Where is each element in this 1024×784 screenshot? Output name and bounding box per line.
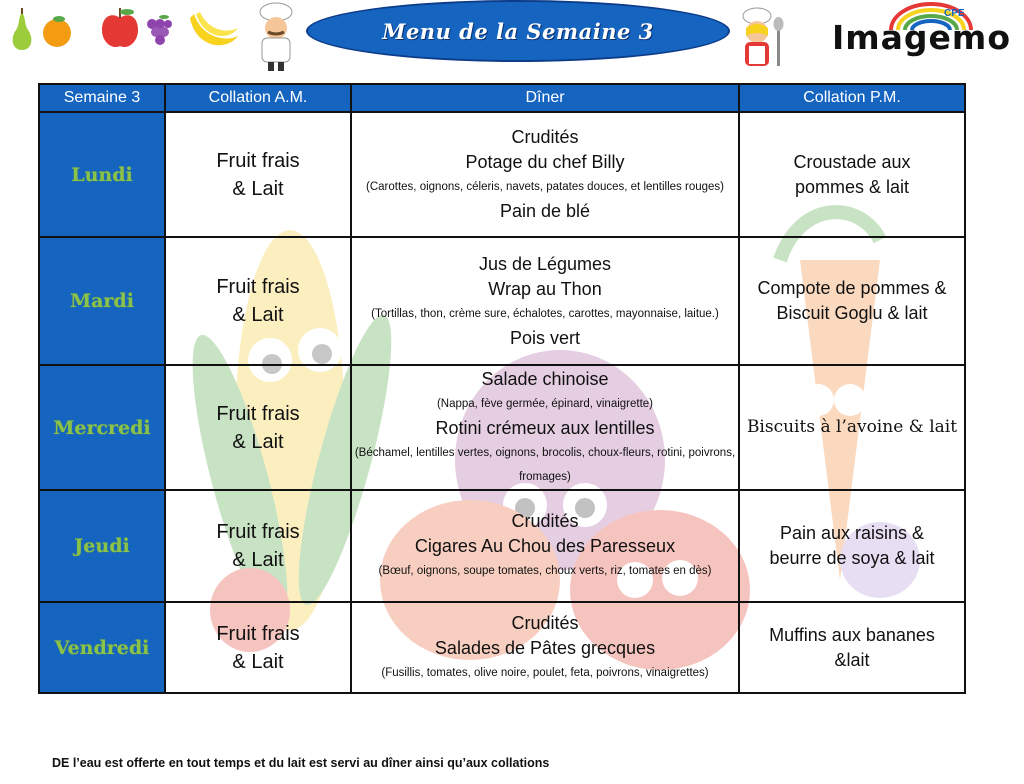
- day-jeudi: Jeudi: [39, 490, 165, 602]
- pm-line: pommes & lait: [794, 176, 910, 197]
- diner-cell: [351, 602, 739, 693]
- pm-snack: [739, 602, 965, 693]
- diner-dish: Wrap au Thon: [488, 278, 602, 299]
- footer-note: DE l’eau est offerte en tout temps et du lait est servi au dîner ainsi qu’aux collations: [52, 756, 550, 770]
- diner-ingredients: (Carottes, oignons, céleris, navets, patates douces, et lentilles rouges): [366, 181, 724, 193]
- diner-dish: Salade chinoise: [481, 368, 609, 389]
- header-am: Collation A.M.: [165, 84, 351, 112]
- header: [0, 0, 1024, 80]
- diner-ingredients: (Nappa, fève germée, épinard, vinaigrette): [436, 397, 654, 410]
- diner-dish: Rotini crémeux aux lentilles: [435, 417, 655, 438]
- day-vendredi: Vendredi: [39, 602, 165, 693]
- diner-ingredients: (Fusillis, tomates, olive noire, poulet, feta, poivrons, vinaigrettes): [381, 666, 709, 679]
- pm-line: Croustade aux: [793, 151, 911, 172]
- table-row: [39, 365, 965, 490]
- diner-ingredients: (Tortillas, thon, crème sure, échalotes, carottes, mayonnaise, laitue.): [371, 307, 719, 320]
- orange-icon: [42, 14, 72, 48]
- table-row: [39, 602, 965, 693]
- day-mercredi: Mercredi: [39, 365, 165, 490]
- am-snack: [165, 237, 351, 365]
- am-line: & Lait: [232, 549, 284, 571]
- am-line: Fruit frais: [216, 149, 300, 172]
- diner-dish: Cigares Au Chou des Paresseux: [414, 536, 676, 556]
- pm-line: Pain aux raisins &: [779, 523, 925, 543]
- header-pm: Collation P.M.: [739, 84, 965, 112]
- diner-dish: Crudités: [511, 127, 579, 147]
- pm-line: Biscuits à l’avoine & lait: [746, 417, 958, 437]
- logo-cpe: CPE: [944, 8, 965, 19]
- am-line: Fruit frais: [216, 276, 300, 298]
- title-banner: [306, 0, 730, 62]
- diner-ingredients: (Béchamel, lentilles vertes, oignons, brocolis, choux-fleurs, rotini, poivrons, fromages): [354, 446, 736, 483]
- am-line: & Lait: [232, 177, 284, 200]
- pm-line: Compote de pommes &: [757, 278, 947, 298]
- chef-icon: [248, 2, 304, 72]
- pm-snack: [739, 237, 965, 365]
- am-line: Fruit frais: [216, 521, 300, 543]
- menu-table: [38, 83, 966, 694]
- pm-line: Muffins aux bananes: [769, 624, 935, 645]
- am-snack: [165, 602, 351, 693]
- table-row: [39, 490, 965, 602]
- am-line: Fruit frais: [216, 622, 300, 645]
- diner-ingredients: (Bœuf, oignons, soupe tomates, choux verts, riz, tomates en dès): [378, 565, 712, 577]
- pear-icon: [8, 8, 36, 52]
- day-mardi: Mardi: [39, 237, 165, 365]
- table-row: [39, 112, 965, 237]
- logo-text: Imagemo: [832, 18, 1011, 57]
- am-snack: [165, 365, 351, 490]
- pm-snack: [739, 490, 965, 602]
- am-line: & Lait: [232, 304, 284, 326]
- pm-line: Biscuit Goglu & lait: [776, 303, 928, 323]
- header-week: Semaine 3: [39, 84, 165, 112]
- grapes-icon: [144, 14, 172, 48]
- diner-cell: [351, 365, 739, 490]
- pm-snack: [739, 365, 965, 490]
- diner-dish: Salades de Pâtes grecques: [434, 637, 656, 658]
- am-snack: [165, 490, 351, 602]
- diner-cell: [351, 112, 739, 237]
- diner-dish: Crudités: [511, 511, 579, 531]
- am-line: Fruit frais: [216, 402, 300, 425]
- am-snack: [165, 112, 351, 237]
- logo: [826, 0, 1011, 70]
- diner-cell: [351, 490, 739, 602]
- page-title: Menu de la Semaine 3: [382, 18, 654, 44]
- diner-cell: [351, 237, 739, 365]
- day-lundi: Lundi: [39, 112, 165, 237]
- apple-icon: [100, 6, 140, 50]
- diner-dish: Potage du chef Billy: [465, 152, 625, 172]
- diner-dish: Jus de Légumes: [478, 253, 612, 274]
- table-row: [39, 237, 965, 365]
- diner-dish: Pain de blé: [499, 201, 591, 221]
- chef-girl-icon: [733, 6, 791, 76]
- table-header-row: [39, 84, 965, 112]
- pm-line: beurre de soya & lait: [769, 548, 935, 568]
- diner-dish: Pois vert: [509, 327, 581, 348]
- pm-snack: [739, 112, 965, 237]
- diner-dish: Crudités: [511, 612, 579, 633]
- am-line: & Lait: [232, 430, 284, 453]
- am-line: & Lait: [232, 650, 284, 673]
- banana-icon: [186, 8, 240, 54]
- pm-line: &lait: [834, 649, 870, 670]
- header-diner: Dîner: [351, 84, 739, 112]
